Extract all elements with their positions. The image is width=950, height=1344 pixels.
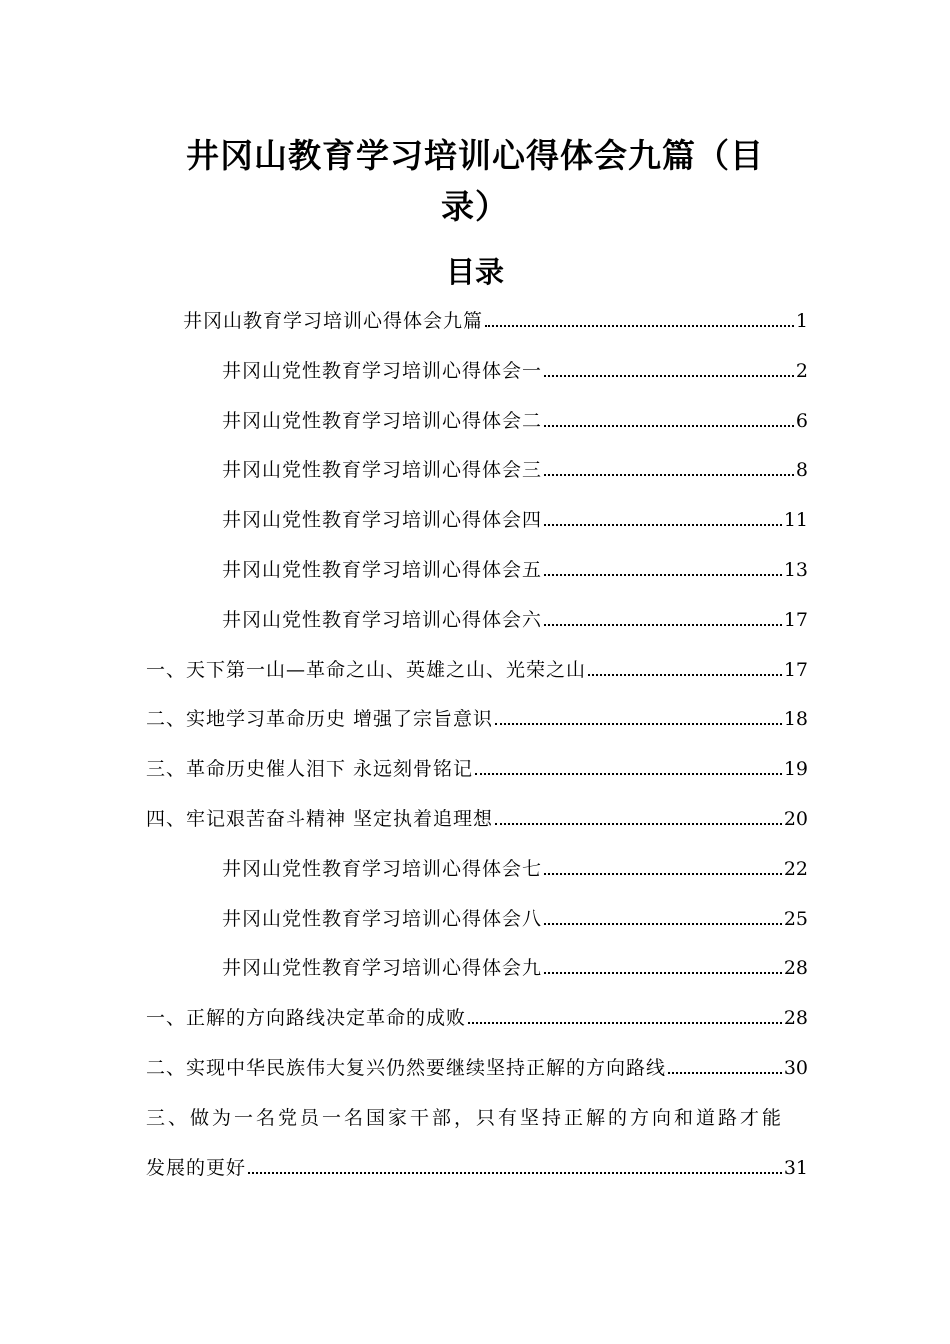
toc-entry[interactable] [222, 605, 808, 639]
toc-entry-text: 井冈山党性教育学习培训心得体会四 [222, 509, 543, 532]
toc-leader-dots [544, 425, 794, 427]
toc-page-number: 31 [783, 1156, 808, 1179]
toc-leader-dots [248, 1172, 782, 1174]
toc-entry-text: 四、牢记艰苦奋斗精神 坚定执着追理想 [146, 808, 494, 830]
document-title-line-1: 井冈山教育学习培训心得体会九篇（目 [186, 136, 764, 175]
toc-entry-text: 发展的更好 [146, 1156, 247, 1179]
toc-entry-text: 井冈山党性教育学习培训心得体会六 [222, 608, 543, 631]
toc-page-number: 28 [783, 957, 808, 980]
toc-entry[interactable] [222, 406, 808, 440]
toc-leader-dots [544, 524, 782, 526]
toc-heading: 目录 [445, 255, 504, 289]
toc-page-number: 1 [795, 310, 808, 332]
toc-entry[interactable] [146, 1003, 808, 1037]
toc-entry-text: 井冈山党性教育学习培训心得体会七 [222, 857, 543, 880]
toc-entry[interactable] [222, 356, 808, 390]
toc-entry[interactable] [222, 854, 808, 888]
toc-leader-dots [544, 574, 782, 576]
toc-leader-dots [475, 773, 782, 775]
toc-leader-dots [668, 1072, 782, 1074]
toc-entry-text: 井冈山党性教育学习培训心得体会一 [222, 359, 543, 382]
toc-entry-last-line-1[interactable]: 三、做为一名党员一名国家干部，只有坚持正解的方向和道路才能 [146, 1106, 785, 1129]
toc-page-number: 20 [783, 808, 808, 830]
toc-page-number: 11 [783, 509, 808, 532]
toc-leader-dots [544, 923, 782, 925]
toc-entry[interactable] [222, 953, 808, 987]
toc-entry-text: 一、正解的方向路线决定革命的成败 [146, 1007, 467, 1030]
toc-page-number: 30 [783, 1057, 808, 1079]
document-title-line-2: 录） [441, 187, 509, 226]
toc-entry[interactable] [146, 655, 808, 689]
toc-entry[interactable] [222, 455, 808, 489]
toc-entry[interactable] [146, 1053, 808, 1087]
document-title [160, 130, 790, 232]
toc-leader-dots [544, 873, 782, 875]
toc-entry-text: 井冈山党性教育学习培训心得体会二 [222, 409, 543, 432]
toc-page-number: 22 [783, 857, 808, 880]
toc-entry-text: 二、实现中华民族伟大复兴仍然要继续坚持正解的方向路线 [146, 1057, 667, 1079]
toc-leader-dots [468, 1022, 782, 1024]
toc-page-number: 28 [783, 1007, 808, 1030]
toc-entry[interactable] [146, 754, 808, 788]
toc-page-number: 18 [783, 708, 808, 731]
toc-leader-dots [544, 972, 782, 974]
toc-page-number: 17 [783, 608, 808, 631]
toc-leader-dots [544, 474, 794, 476]
toc-entry-text: 二、实地学习革命历史 增强了宗旨意识 [146, 708, 494, 731]
toc-entry[interactable] [183, 306, 808, 340]
toc-page-number: 19 [783, 758, 808, 781]
toc-leader-dots [544, 375, 794, 377]
toc-entry[interactable] [146, 704, 808, 738]
toc-page-number: 17 [783, 658, 808, 681]
toc-leader-dots [495, 823, 782, 825]
toc-leader-dots [544, 624, 782, 626]
toc-entry-text: 井冈山党性教育学习培训心得体会九 [222, 957, 543, 980]
toc-page-number: 25 [783, 907, 808, 930]
toc-entry[interactable] [222, 555, 808, 589]
toc-entry-text: 三、革命历史催人泪下 永远刻骨铭记 [146, 758, 474, 781]
toc-entry-text: 井冈山党性教育学习培训心得体会八 [222, 907, 543, 930]
toc-leader-dots [495, 723, 782, 725]
toc-leader-dots [588, 674, 782, 676]
toc-entry-text: 井冈山党性教育学习培训心得体会五 [222, 559, 543, 581]
toc-page-number: 6 [795, 409, 808, 432]
toc-page-number: 8 [795, 459, 808, 482]
toc-entry-text: 井冈山教育学习培训心得体会九篇 [183, 310, 484, 332]
toc-leader-dots [485, 325, 794, 327]
toc-entry[interactable] [222, 505, 808, 539]
toc-entry[interactable] [222, 904, 808, 938]
toc-entry-text: 一、天下第一山—革命之山、英雄之山、光荣之山 [146, 658, 587, 681]
toc-entry-text: 井冈山党性教育学习培训心得体会三 [222, 459, 543, 482]
toc-entry-last-line-2[interactable] [146, 1153, 808, 1187]
toc-page-number: 13 [783, 559, 808, 581]
toc-entry[interactable] [146, 804, 808, 838]
toc-page-number: 2 [795, 359, 808, 382]
